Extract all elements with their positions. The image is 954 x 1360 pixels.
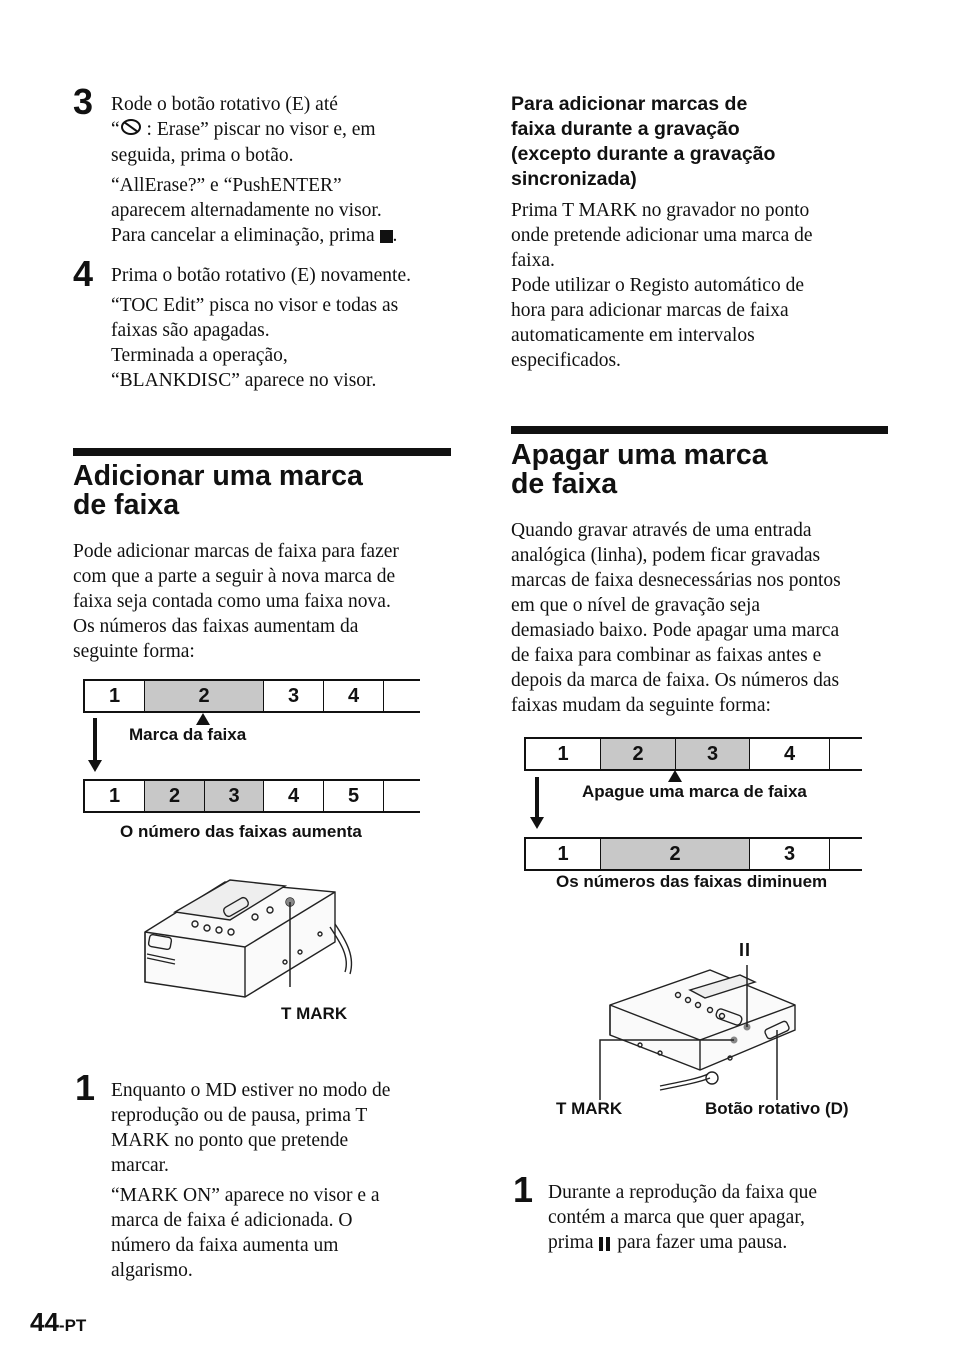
step-3-sub-2: aparecem alternadamente no visor. bbox=[111, 200, 382, 222]
step-4-text bbox=[111, 263, 456, 393]
track-bar-before bbox=[83, 679, 420, 713]
track-cell: 1 bbox=[526, 739, 601, 769]
step-1-text: Enquanto o MD estiver no modo de reprodução ou de pausa, prima T MARK no ponto que pretende marcar. “MARK ON” aparece no visor e a marca de faixa é adicionada. O número da faixa aumenta um algarismo. bbox=[111, 1080, 391, 1281]
add-during-recording-text: Prima T MARK no gravador no ponto onde pretende adicionar uma marca de faixa. Pode utilizar o Registo automático de hora para adicionar marcas de faixa automaticamente em intervalos especificados. bbox=[511, 200, 813, 371]
track-cell: 1 bbox=[526, 839, 601, 869]
subheading-add-during-recording: Para adicionar marcas de faixa durante a gravação (excepto durante a gravação sincronizada) bbox=[511, 93, 776, 190]
track-cell: 4 bbox=[264, 781, 324, 811]
pause-label: II bbox=[739, 940, 752, 960]
track-cell-open bbox=[384, 781, 418, 811]
track-cell: 1 bbox=[85, 681, 145, 711]
diagram-caption: Os números das faixas diminuem bbox=[556, 872, 828, 891]
pause-icon bbox=[598, 1237, 612, 1251]
mark-pointer-icon bbox=[196, 713, 210, 725]
track-cell-open bbox=[830, 839, 860, 869]
track-cell: 3 bbox=[676, 739, 750, 769]
step-number-4: 4 bbox=[73, 253, 94, 294]
step-3-line1: Rode o botão rotativo (E) até bbox=[111, 94, 338, 115]
step-3-line3: seguida, prima o botão. bbox=[111, 145, 294, 167]
track-cell: 3 bbox=[750, 839, 830, 869]
dial-label: Botão rotativo (D) bbox=[705, 1099, 849, 1118]
step-4-sub-1: “TOC Edit” pisca no visor e todas as bbox=[111, 295, 399, 316]
page-number: 44-PT bbox=[30, 1307, 87, 1337]
section-title-erase-mark: Apagar uma marca de faixa bbox=[511, 439, 768, 500]
step-3-line2: “ : Erase” piscar no visor e, em bbox=[111, 117, 456, 143]
step-3-sub-1: “AllErase?” e “PushENTER” bbox=[111, 175, 342, 197]
track-cell: 1 bbox=[85, 781, 145, 811]
track-cell-open bbox=[830, 739, 860, 769]
section-title-add-mark: Adicionar uma marca de faixa bbox=[73, 460, 363, 521]
track-cell: 4 bbox=[324, 681, 384, 711]
step-4-line1: Prima o botão rotativo (E) novamente. bbox=[111, 265, 412, 286]
mark-label: Marca da faixa bbox=[129, 725, 247, 744]
track-bar-after bbox=[524, 837, 862, 871]
erase-icon bbox=[120, 118, 142, 143]
step-number-1: 1 bbox=[513, 1169, 534, 1210]
step-1-erase-text: Durante a reprodução da faixa que contém a marca que quer apagar, prima para fazer uma pausa. bbox=[548, 1182, 818, 1253]
mark-pointer-icon bbox=[668, 770, 682, 782]
step-number-1: 1 bbox=[75, 1067, 96, 1108]
track-cell: 2 bbox=[601, 739, 676, 769]
track-cell-open bbox=[384, 681, 418, 711]
track-cell: 4 bbox=[750, 739, 830, 769]
md-recorder-illustration bbox=[135, 872, 360, 1007]
erase-mark-label: Apague uma marca de faixa bbox=[582, 782, 807, 801]
step-number-3: 3 bbox=[73, 81, 94, 122]
section-rule bbox=[73, 448, 451, 456]
track-cell: 3 bbox=[205, 781, 264, 811]
step-4-sub-3: Terminada a operação, bbox=[111, 345, 288, 366]
erase-mark-intro: Quando gravar através de uma entrada analógica (linha), podem ficar gravadas marcas de faixa desnecessárias nos pontos em que o nível de gravação seja demasiado baixo. Pode apagar uma marca de faixa para combinar as faixas antes e depois da marca de faixa. Os números das faixas mudam da seguinte forma: bbox=[511, 520, 841, 716]
step-4-sub-2: faixas são apagadas. bbox=[111, 320, 270, 341]
track-cell: 2 bbox=[145, 781, 205, 811]
down-arrow-icon bbox=[535, 777, 539, 819]
track-cell: 2 bbox=[145, 681, 264, 711]
t-mark-label: T MARK bbox=[556, 1099, 623, 1118]
diagram-caption: O número das faixas aumenta bbox=[120, 822, 362, 841]
t-mark-label: T MARK bbox=[281, 1004, 348, 1023]
track-cell: 2 bbox=[601, 839, 750, 869]
track-cell: 3 bbox=[264, 681, 324, 711]
track-bar-before bbox=[524, 737, 862, 771]
track-bar-after bbox=[83, 779, 420, 813]
step-4-sub-4: “BLANKDISC” aparece no visor. bbox=[111, 370, 377, 391]
section-rule bbox=[511, 426, 888, 434]
down-arrow-icon bbox=[93, 718, 97, 762]
track-cell: 5 bbox=[324, 781, 384, 811]
add-mark-intro: Pode adicionar marcas de faixa para fazer com que a parte a seguir à nova marca de faixa seja contada como uma faixa nova. Os números das faixas aumentam da seguinte forma: bbox=[73, 541, 399, 662]
step-3-sub-3: Para cancelar a eliminação, prima . bbox=[111, 225, 398, 247]
step-3-text bbox=[111, 92, 456, 248]
md-recorder-illustration bbox=[590, 960, 820, 1100]
stop-icon bbox=[380, 230, 393, 243]
